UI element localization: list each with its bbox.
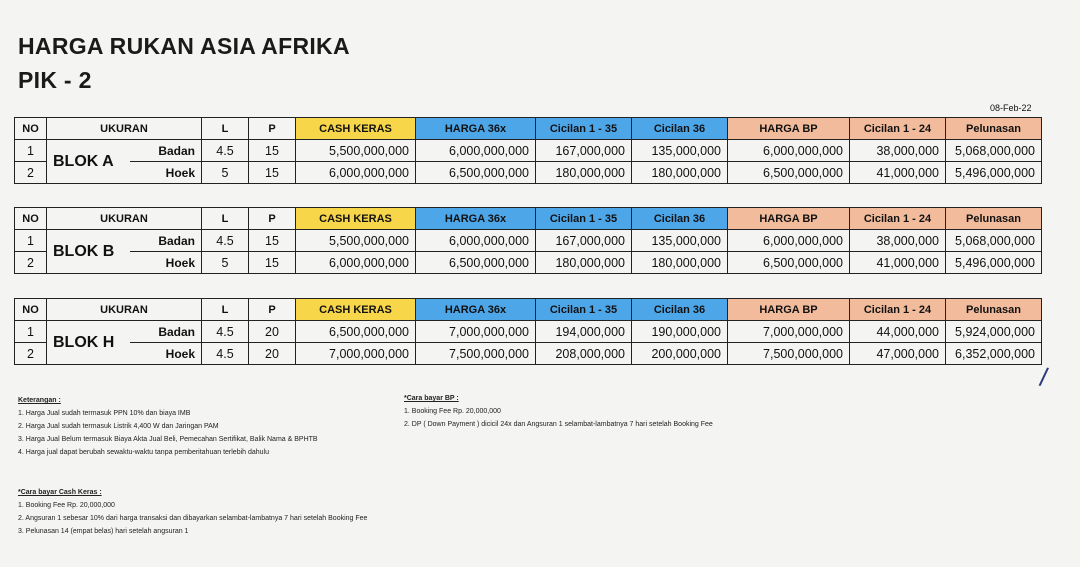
- row-number: 1: [15, 230, 47, 252]
- unit-length: 15: [249, 230, 296, 252]
- header-harga-bp: HARGA BP: [728, 299, 850, 321]
- handwritten-mark: /: [1037, 361, 1050, 393]
- header-cicilan-1-24: Cicilan 1 - 24: [850, 118, 946, 140]
- table-row: [15, 252, 1042, 274]
- cara-bayar-cash-notes: [18, 486, 538, 538]
- header-pelunasan: Pelunasan: [946, 299, 1042, 321]
- header-p: P: [249, 118, 296, 140]
- unit-width: 5: [202, 162, 249, 184]
- header-no: NO: [15, 299, 47, 321]
- unit-width: 4.5: [202, 343, 249, 365]
- header-harga-bp: HARGA BP: [728, 118, 850, 140]
- cara-bayar-bp-notes: [404, 392, 824, 431]
- cicilan-1-24-value: 41,000,000: [850, 252, 946, 274]
- keterangan-item: 3. Harga Jual Belum termasuk Biaya Akta Jual Beli, Pemecahan Sertifikat, Balik Nama & BPHTB: [18, 436, 318, 443]
- keterangan-notes: [18, 394, 398, 459]
- header-cicilan-1-24: Cicilan 1 - 24: [850, 208, 946, 230]
- table-row: [15, 140, 1042, 162]
- row-number: 2: [15, 343, 47, 365]
- unit-type: Hoek: [130, 343, 202, 365]
- cash-keras-value: 6,000,000,000: [296, 162, 416, 184]
- header-cicilan-36: Cicilan 36: [632, 118, 728, 140]
- harga-36x-value: 6,500,000,000: [416, 252, 536, 274]
- pelunasan-value: 5,496,000,000: [946, 162, 1042, 184]
- harga-bp-value: 6,500,000,000: [728, 162, 850, 184]
- cicilan-36-value: 135,000,000: [632, 140, 728, 162]
- cicilan-36-value: 180,000,000: [632, 252, 728, 274]
- cicilan-1-24-value: 41,000,000: [850, 162, 946, 184]
- unit-length: 15: [249, 252, 296, 274]
- header-ukuran: UKURAN: [47, 118, 202, 140]
- keterangan-heading: Keterangan :: [18, 397, 61, 404]
- cicilan-36-value: 200,000,000: [632, 343, 728, 365]
- cash-keras-value: 5,500,000,000: [296, 230, 416, 252]
- harga-36x-value: 6,000,000,000: [416, 230, 536, 252]
- cicilan-1-24-value: 38,000,000: [850, 140, 946, 162]
- cara-bayar-bp-item: 2. DP ( Down Payment ) dicicil 24x dan Angsuran 1 selambat-lambatnya 7 hari setelah Booking Fee: [404, 421, 713, 428]
- cicilan-1-24-value: 47,000,000: [850, 343, 946, 365]
- price-table: [14, 207, 1042, 274]
- table-row: [15, 321, 1042, 343]
- unit-type: Badan: [130, 230, 202, 252]
- block-name: BLOK B: [47, 230, 130, 274]
- row-number: 2: [15, 252, 47, 274]
- header-no: NO: [15, 208, 47, 230]
- pelunasan-value: 5,496,000,000: [946, 252, 1042, 274]
- harga-36x-value: 6,500,000,000: [416, 162, 536, 184]
- pelunasan-value: 6,352,000,000: [946, 343, 1042, 365]
- row-number: 1: [15, 140, 47, 162]
- row-number: 1: [15, 321, 47, 343]
- header-cicilan-36: Cicilan 36: [632, 208, 728, 230]
- unit-width: 4.5: [202, 321, 249, 343]
- unit-type: Badan: [130, 321, 202, 343]
- keterangan-item: 2. Harga Jual sudah termasuk Listrik 4,400 W dan Jaringan PAM: [18, 423, 219, 430]
- cara-bayar-cash-item: 2. Angsuran 1 sebesar 10% dari harga transaksi dan dibayarkan selambat-lambatnya 7 hari setelah Booking Fee: [18, 515, 368, 522]
- table-header-row: [15, 118, 1042, 140]
- block-name: BLOK A: [47, 140, 130, 184]
- cicilan-1-24-value: 44,000,000: [850, 321, 946, 343]
- header-harga-36x: HARGA 36x: [416, 299, 536, 321]
- cash-keras-value: 6,000,000,000: [296, 252, 416, 274]
- cara-bayar-bp-heading: *Cara bayar BP :: [404, 395, 459, 402]
- pelunasan-value: 5,924,000,000: [946, 321, 1042, 343]
- header-ukuran: UKURAN: [47, 299, 202, 321]
- header-l: L: [202, 208, 249, 230]
- cicilan-36-value: 190,000,000: [632, 321, 728, 343]
- price-table: [14, 298, 1042, 365]
- cara-bayar-cash-item: 1. Booking Fee Rp. 20,000,000: [18, 502, 115, 509]
- cicilan-36-value: 180,000,000: [632, 162, 728, 184]
- harga-bp-value: 7,000,000,000: [728, 321, 850, 343]
- unit-width: 5: [202, 252, 249, 274]
- unit-length: 15: [249, 162, 296, 184]
- table-row: [15, 230, 1042, 252]
- cicilan-1-35-value: 167,000,000: [536, 230, 632, 252]
- header-no: NO: [15, 118, 47, 140]
- header-cicilan-1-35: Cicilan 1 - 35: [536, 208, 632, 230]
- header-cicilan-36: Cicilan 36: [632, 299, 728, 321]
- header-cash-keras: CASH KERAS: [296, 208, 416, 230]
- price-table: [14, 117, 1042, 184]
- cicilan-1-24-value: 38,000,000: [850, 230, 946, 252]
- cash-keras-value: 7,000,000,000: [296, 343, 416, 365]
- table-header-row: [15, 208, 1042, 230]
- cash-keras-value: 5,500,000,000: [296, 140, 416, 162]
- harga-36x-value: 7,500,000,000: [416, 343, 536, 365]
- harga-36x-value: 6,000,000,000: [416, 140, 536, 162]
- unit-width: 4.5: [202, 230, 249, 252]
- document-date: 08-Feb-22: [990, 103, 1032, 113]
- row-number: 2: [15, 162, 47, 184]
- keterangan-item: 1. Harga Jual sudah termasuk PPN 10% dan biaya IMB: [18, 410, 191, 417]
- header-harga-36x: HARGA 36x: [416, 118, 536, 140]
- header-ukuran: UKURAN: [47, 208, 202, 230]
- block-name: BLOK H: [47, 321, 130, 365]
- unit-width: 4.5: [202, 140, 249, 162]
- header-cicilan-1-35: Cicilan 1 - 35: [536, 299, 632, 321]
- header-l: L: [202, 299, 249, 321]
- keterangan-item: 4. Harga jual dapat berubah sewaktu-waktu tanpa pemberitahuan terlebih dahulu: [18, 449, 270, 456]
- cara-bayar-cash-item: 3. Pelunasan 14 (empat belas) hari setelah angsuran 1: [18, 528, 189, 535]
- pelunasan-value: 5,068,000,000: [946, 140, 1042, 162]
- unit-length: 20: [249, 343, 296, 365]
- cara-bayar-cash-heading: *Cara bayar Cash Keras :: [18, 489, 102, 496]
- cicilan-1-35-value: 180,000,000: [536, 162, 632, 184]
- header-l: L: [202, 118, 249, 140]
- cara-bayar-bp-item: 1. Booking Fee Rp. 20,000,000: [404, 408, 501, 415]
- header-cicilan-1-35: Cicilan 1 - 35: [536, 118, 632, 140]
- header-pelunasan: Pelunasan: [946, 118, 1042, 140]
- pelunasan-value: 5,068,000,000: [946, 230, 1042, 252]
- table-row: [15, 162, 1042, 184]
- table-header-row: [15, 299, 1042, 321]
- unit-type: Hoek: [130, 162, 202, 184]
- harga-36x-value: 7,000,000,000: [416, 321, 536, 343]
- harga-bp-value: 6,000,000,000: [728, 230, 850, 252]
- header-cicilan-1-24: Cicilan 1 - 24: [850, 299, 946, 321]
- header-cash-keras: CASH KERAS: [296, 299, 416, 321]
- harga-bp-value: 6,000,000,000: [728, 140, 850, 162]
- cash-keras-value: 6,500,000,000: [296, 321, 416, 343]
- cicilan-36-value: 135,000,000: [632, 230, 728, 252]
- header-cash-keras: CASH KERAS: [296, 118, 416, 140]
- header-pelunasan: Pelunasan: [946, 208, 1042, 230]
- unit-length: 20: [249, 321, 296, 343]
- cicilan-1-35-value: 194,000,000: [536, 321, 632, 343]
- header-p: P: [249, 208, 296, 230]
- table-row: [15, 343, 1042, 365]
- cicilan-1-35-value: 167,000,000: [536, 140, 632, 162]
- header-harga-36x: HARGA 36x: [416, 208, 536, 230]
- page-subtitle: PIK - 2: [18, 67, 92, 93]
- harga-bp-value: 6,500,000,000: [728, 252, 850, 274]
- unit-length: 15: [249, 140, 296, 162]
- unit-type: Badan: [130, 140, 202, 162]
- header-p: P: [249, 299, 296, 321]
- cicilan-1-35-value: 180,000,000: [536, 252, 632, 274]
- harga-bp-value: 7,500,000,000: [728, 343, 850, 365]
- cicilan-1-35-value: 208,000,000: [536, 343, 632, 365]
- header-harga-bp: HARGA BP: [728, 208, 850, 230]
- page-title: HARGA RUKAN ASIA AFRIKA: [18, 33, 350, 59]
- unit-type: Hoek: [130, 252, 202, 274]
